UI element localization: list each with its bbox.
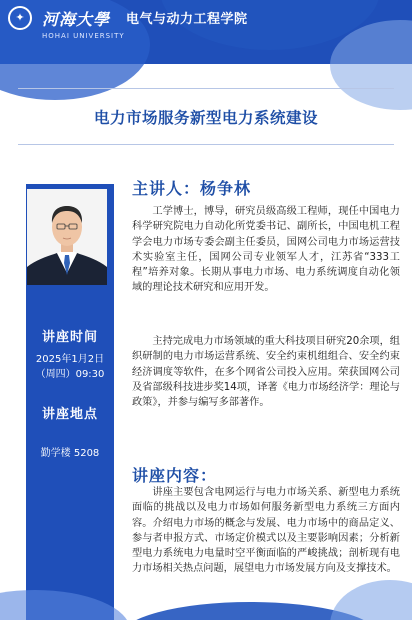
speaker-name: 杨争林 (200, 179, 252, 198)
lecture-place-label: 讲座地点 (41, 407, 98, 422)
lecture-date: 2025年1月2日 (35, 354, 105, 365)
content-heading: 讲座内容： (132, 466, 218, 485)
speaker-bio-paragraph-1: 工学博士，博导，研究员级高级工程师，现任中国电力科学研究院电力自动化所党委书记、副所长，中国电机工程学会电力市场专委会副主任委员，国网公司电力市场运营技术实验室主任，国网公司专业领军人才，江苏省“333工程”培养对象。长期从事电力市场、电力系统调度自动化领域的理论技术研究和应用开发。 (132, 206, 400, 294)
person-portrait-icon (27, 189, 107, 285)
school-name: 电气与动力工程学院 (126, 12, 248, 27)
divider (18, 88, 394, 89)
lecture-place: 勤学楼 5208 (40, 448, 100, 459)
speaker-label: 主讲人： (132, 179, 201, 198)
page-title: 电力市场服务新型电力系统建设 (93, 109, 318, 127)
lecture-time-label: 讲座时间 (41, 330, 98, 345)
lecture-content-paragraph: 讲座主要包含电网运行与电力市场关系、新型电力系统面临的挑战以及电力市场如何服务新型电力系统三方面内容。介绍电力市场的概念与发展、电力市场中的商品定义、参与者申报方式、市场定价模式以及主要影响因素；分析新型电力系统电力电量时空平衡面临的严峻挑战；剖析现有电力市场相关热点问题，展望电力市场发展方向及支撑技术。 (132, 487, 400, 575)
speaker-bio-paragraph-2: 主持完成电力市场领域的重大科技项目研究20余项，组织研制的电力市场运营系统、安全约束机组组合、安全约束经济调度等软件，在多个网省公司投入应用。荣获国网公司及省部级科技进步奖14项，译著《电力市场经济学：理论与政策》，并参与编写多部著作。 (132, 336, 400, 409)
decorative-blob (330, 580, 412, 620)
speaker-heading (132, 176, 251, 199)
university-seal-icon: ✦ (8, 6, 32, 30)
speaker-photo (27, 189, 107, 285)
university-name-en: HOHAI UNIVERSITY (42, 32, 125, 40)
university-name: 河海大學 (42, 10, 111, 29)
header-band (0, 0, 412, 64)
title-band (18, 88, 394, 146)
lecture-weekday-time: （周四）09:30 (35, 369, 105, 380)
divider (18, 144, 394, 145)
